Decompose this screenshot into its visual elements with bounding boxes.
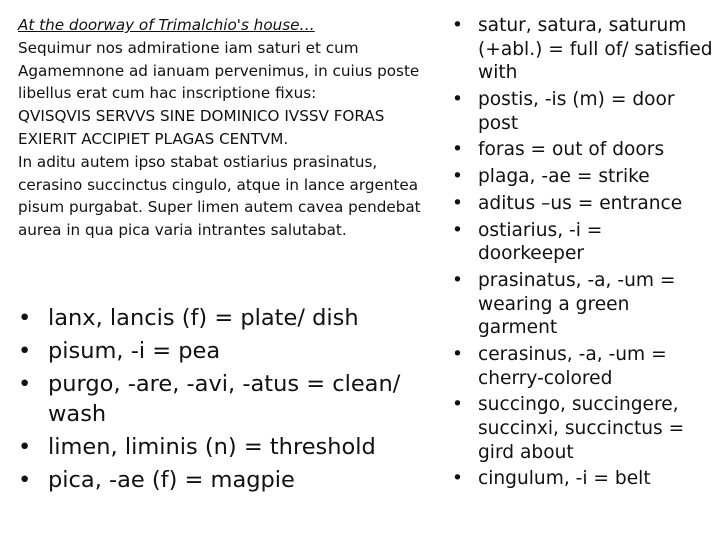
- vocab-entry: pica, -ae (f) = magpie: [48, 466, 295, 493]
- vocab-entry: cerasinus, -a, -um = cherry-colored: [478, 344, 667, 389]
- vocab-item: [18, 433, 418, 463]
- bullet-icon: •: [452, 15, 463, 36]
- passage-line: pisum purgabat. Super limen autem cavea pendebat: [18, 198, 421, 217]
- vocab-item: [452, 165, 714, 189]
- bullet-icon: •: [18, 466, 32, 493]
- bullet-icon: •: [452, 344, 463, 366]
- vocab-entry: satur, satura, saturum (+abl.) = full of/ satisfied with: [478, 15, 713, 84]
- vocab-entry: cingulum, -i = belt: [478, 468, 651, 490]
- latin-passage: [18, 14, 448, 242]
- passage-heading: At the doorway of Trimalchio's house…: [18, 16, 315, 34]
- bullet-icon: •: [452, 219, 463, 241]
- vocab-item: [452, 219, 714, 266]
- passage-line: EXIERIT ACCIPIET PLAGAS CENTVM.: [18, 129, 289, 148]
- vocab-item: [18, 370, 418, 429]
- vocab-item: [452, 269, 714, 340]
- passage-line: aurea in qua pica varia intrantes salutabat.: [18, 221, 347, 240]
- bullet-icon: •: [452, 270, 463, 292]
- vocab-item: [452, 138, 714, 162]
- vocab-item: [18, 466, 418, 496]
- vocab-entry: lanx, lancis (f) = plate/ dish: [48, 305, 359, 331]
- vocab-entry: foras = out of doors: [478, 139, 665, 161]
- bullet-icon: •: [452, 394, 463, 416]
- bullet-icon: •: [452, 192, 463, 214]
- vocab-entry: ostiarius, -i = doorkeeper: [478, 219, 603, 265]
- bullet-icon: •: [452, 139, 463, 161]
- vocab-entry: prasinatus, -a, -um = wearing a green garment: [478, 270, 676, 339]
- bullet-icon: •: [18, 338, 32, 364]
- vocab-entry: pisum, -i = pea: [48, 338, 221, 364]
- vocab-list-left: [18, 304, 418, 499]
- vocab-entry: succingo, succingere, succinxi, succinctus = gird about: [478, 394, 685, 463]
- passage-line: QVISQVIS SERVVS SINE DOMINICO IVSSV FORAS: [18, 107, 385, 126]
- vocab-entry: limen, liminis (n) = threshold: [48, 433, 376, 460]
- vocab-item: [452, 467, 714, 491]
- bullet-icon: •: [18, 371, 32, 397]
- passage-line: Agamemnone ad ianuam pervenimus, in cuius poste: [18, 61, 420, 80]
- vocab-entry: postis, -is (m) = door post: [478, 88, 675, 134]
- bullet-icon: •: [452, 468, 463, 490]
- vocab-item: [452, 88, 714, 135]
- vocab-entry: aditus –us = entrance: [478, 192, 683, 214]
- bullet-icon: •: [18, 433, 32, 460]
- vocab-entry: purgo, -are, -avi, -atus = clean/ wash: [48, 371, 401, 427]
- passage-line: cerasino succinctus cingulo, atque in lance argentea: [18, 175, 419, 194]
- vocab-item: [452, 343, 714, 390]
- bullet-icon: •: [452, 166, 463, 188]
- vocab-item: [452, 14, 714, 85]
- passage-line: Sequimur nos admiratione iam saturi et cum: [18, 38, 359, 57]
- bullet-icon: •: [452, 88, 463, 110]
- vocab-item: [18, 337, 418, 367]
- passage-line: In aditu autem ipso stabat ostiarius prasinatus,: [18, 152, 378, 171]
- vocab-item: [452, 393, 714, 464]
- vocab-list-right: [452, 14, 714, 494]
- vocab-entry: plaga, -ae = strike: [478, 166, 650, 188]
- vocab-item: [18, 304, 418, 334]
- vocab-item: [452, 192, 714, 216]
- bullet-icon: •: [18, 305, 32, 331]
- passage-line: libellus erat cum hac inscriptione fixus:: [18, 84, 317, 103]
